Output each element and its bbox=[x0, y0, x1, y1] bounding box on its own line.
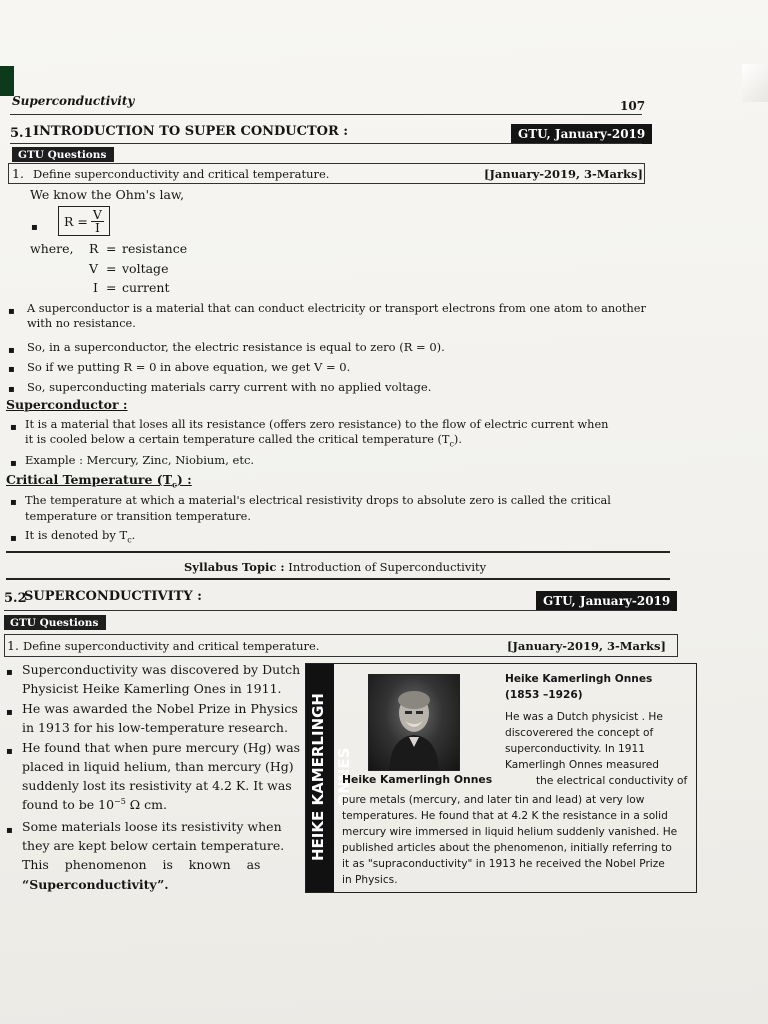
bio-bottom-line2: temperatures. He found that at 4.2 K the resistance in a solid bbox=[342, 810, 668, 822]
line-no-voltage: So, superconducting materials carry current with no applied voltage. bbox=[27, 380, 432, 394]
question-text: Define superconductivity and critical temperature. bbox=[23, 639, 320, 653]
bio-bottom-line3: mercury wire immersed in liquid helium suddenly vanished. He bbox=[342, 826, 678, 838]
mercury-line2: placed in liquid helium, than mercury (Hg) bbox=[22, 759, 294, 774]
question-number: 1. bbox=[7, 638, 19, 653]
nobel-line2: in 1913 for his low-temperature research. bbox=[22, 720, 288, 735]
bio-right-line3: superconductivity. In 1911 bbox=[505, 743, 646, 755]
def-i-meaning: current bbox=[122, 280, 170, 295]
bullet: ▪ bbox=[8, 306, 15, 317]
bullet: ▪ bbox=[10, 422, 17, 433]
nobel-line1: He was awarded the Nobel Prize in Physics bbox=[22, 701, 298, 716]
section1-question-box bbox=[8, 163, 645, 184]
bio-bottom-line5: it as "supraconductivity" in 1913 he received the Nobel Prize bbox=[342, 858, 665, 870]
syllabus-rule-bottom bbox=[6, 578, 670, 580]
def-v-sym: V bbox=[89, 261, 99, 276]
discovery-line2: Physicist Heike Kamerling Ones in 1911. bbox=[22, 681, 282, 696]
vertical-title: HEIKE KAMERLINGH ONNES bbox=[309, 693, 353, 861]
materials-line3: This phenomenon is known as bbox=[22, 857, 261, 872]
formula-numerator: V bbox=[92, 206, 102, 222]
def-i-eq: = bbox=[106, 280, 117, 295]
mercury-line1: He found that when pure mercury (Hg) was bbox=[22, 740, 301, 755]
bio-right-line1: He was a Dutch physicist . He bbox=[505, 711, 663, 723]
formula-fraction bbox=[91, 206, 104, 235]
photo-caption: Heike Kamerlingh Onnes bbox=[342, 773, 493, 786]
section2-gtu-label: GTU Questions bbox=[4, 615, 106, 630]
superconductivity-term: “Superconductivity”. bbox=[22, 877, 169, 892]
superconductor-def-line2: it is cooled below a certain temperature called the critical temperature $(T_c)$. bbox=[25, 433, 462, 449]
syllabus-rule-top bbox=[6, 551, 670, 553]
line-v-zero: So if we putting R = 0 in above equation, we get V = 0. bbox=[27, 360, 351, 374]
superconductor-paragraph-line2: with no resistance. bbox=[27, 317, 136, 330]
mercury-line3: suddenly lost its resistivity at 4.2 K. It was bbox=[22, 778, 292, 793]
def-r-eq: = bbox=[106, 241, 117, 256]
bio-bottom-line6: in Physics. bbox=[342, 874, 398, 886]
bio-right-line5: the electrical conductivity of bbox=[536, 775, 688, 787]
bio-right-line4: Kamerlingh Onnes measured bbox=[505, 759, 659, 771]
def-v-meaning: voltage bbox=[122, 261, 169, 276]
formula-denominator: I bbox=[94, 219, 100, 235]
materials-line1: Some materials loose its resistivity when bbox=[22, 819, 282, 834]
question-text: Define superconductivity and critical temperature. bbox=[33, 167, 330, 181]
superconductor-paragraph-line1: A superconductor is a material that can conduct electricity or transport electrons from one atom to another bbox=[27, 302, 646, 315]
bullet: ▪ bbox=[6, 707, 13, 718]
biography-dates: (1853 –1926) bbox=[505, 689, 583, 701]
bullet: ▪ bbox=[6, 667, 13, 678]
bio-right-line2: discoverered the concept of bbox=[505, 727, 654, 739]
line-zero-resistance: So, in a superconductor, the electric resistance is equal to zero (R = 0). bbox=[27, 340, 445, 354]
def-r-sym: R bbox=[89, 241, 99, 256]
critical-denoted: It is denoted by $T_c$. bbox=[25, 528, 136, 545]
def-v-eq: = bbox=[106, 261, 117, 276]
bullet: ▪ bbox=[31, 222, 38, 233]
syllabus-topic: Syllabus Topic : Introduction of Superconductivity bbox=[184, 560, 487, 574]
header-rule bbox=[10, 114, 642, 115]
ohms-law-formula bbox=[58, 206, 110, 236]
critical-def-line1: The temperature at which a material's electrical resistivity drops to absolute zero is called the critical bbox=[25, 494, 611, 507]
ohms-law-intro: We know the Ohm's law, bbox=[30, 187, 185, 202]
discovery-line1: Superconductivity was discovered by Dutch bbox=[22, 662, 301, 677]
bullet: ▪ bbox=[6, 825, 13, 836]
section2-title: SUPERCONDUCTIVITY : bbox=[24, 589, 202, 604]
biography-name: Heike Kamerlingh Onnes bbox=[505, 673, 653, 685]
where-label: where, bbox=[30, 241, 74, 256]
superconductor-examples: Example : Mercury, Zinc, Niobium, etc. bbox=[25, 453, 255, 467]
bullet: ▪ bbox=[10, 458, 17, 469]
section1-gtu-label: GTU Questions bbox=[12, 147, 114, 162]
critical-temperature-heading: Critical Temperature $(T_c)$ : bbox=[6, 472, 192, 490]
bullet: ▪ bbox=[8, 384, 15, 395]
section2-number: 5.2 bbox=[4, 591, 27, 606]
mercury-line4: found to be $10^{-5}$ Ω cm. bbox=[22, 797, 167, 813]
section2-rule bbox=[4, 610, 672, 611]
bullet: ▪ bbox=[6, 746, 13, 757]
bullet: ▪ bbox=[10, 533, 17, 544]
section1-rule bbox=[10, 143, 642, 144]
page-corner bbox=[742, 64, 768, 102]
portrait-figure bbox=[369, 675, 459, 770]
bio-bottom-line1: pure metals (mercury, and later tin and lead) at very low bbox=[342, 794, 645, 806]
bio-bottom-line4: published articles about the phenomenon, initially referring to bbox=[342, 842, 672, 854]
binding-edge bbox=[0, 66, 14, 96]
chapter-title: Superconductivity bbox=[12, 94, 135, 108]
bullet: ▪ bbox=[10, 497, 17, 508]
def-i-sym: I bbox=[93, 280, 98, 295]
question-marks: [January-2019, 3-Marks] bbox=[507, 639, 666, 653]
superconductor-heading: Superconductor : bbox=[6, 397, 128, 412]
def-r-meaning: resistance bbox=[122, 241, 188, 256]
superconductor-def-line1: It is a material that loses all its resistance (offers zero resistance) to the flow of electric current when bbox=[25, 418, 609, 431]
critical-def-line2: temperature or transition temperature. bbox=[25, 510, 251, 523]
biography-box bbox=[305, 663, 697, 893]
section1-number: 5.1 bbox=[10, 126, 33, 141]
section2-question-box bbox=[4, 634, 678, 657]
formula-lhs: R = bbox=[64, 213, 88, 229]
question-marks: [January-2019, 3-Marks] bbox=[484, 167, 643, 181]
bullet: ▪ bbox=[8, 345, 15, 356]
materials-line2: they are kept below certain temperature. bbox=[22, 838, 285, 853]
section1-title: INTRODUCTION TO SUPER CONDUCTOR : bbox=[33, 124, 349, 139]
bullet: ▪ bbox=[8, 364, 15, 375]
page-number: 107 bbox=[620, 99, 646, 113]
section2-exam-tag: GTU, January-2019 bbox=[536, 591, 677, 611]
section1-exam-tag: GTU, January-2019 bbox=[511, 124, 652, 144]
portrait-photo bbox=[368, 674, 460, 771]
question-number: 1. bbox=[12, 166, 24, 181]
vertical-title-band bbox=[306, 664, 353, 892]
